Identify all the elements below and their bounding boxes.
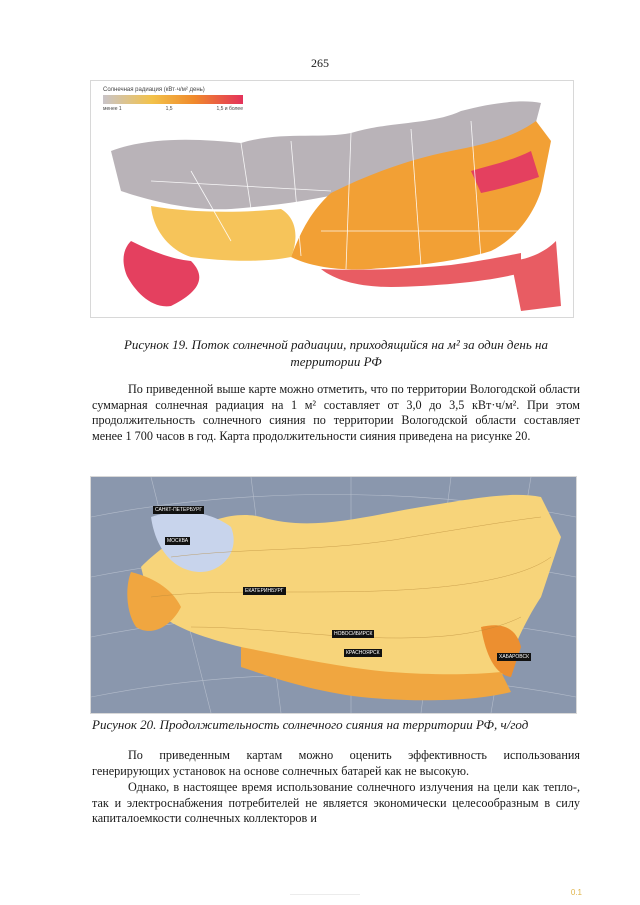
legend-tick-high: 1,5 и более — [216, 106, 243, 112]
legend-tick-low: менее 1 — [103, 106, 122, 112]
solar-radiation-map — [90, 80, 574, 318]
legend-title: Солнечная радиация (кВт·ч/м² день) — [103, 87, 205, 93]
page-number: 265 — [311, 56, 329, 70]
paragraph-1 — [92, 382, 580, 444]
solar-radiation-map-graphic — [91, 81, 573, 317]
paragraph-3-text: Однако, в настоящее время использование солнечного излучения на цели как тепло-, так и электроснабжения потребителей не является экономически целесообразным в силу капиталоемкости солнечных коллекторов и — [92, 780, 580, 825]
city-label: НОВОСИБИРСК — [334, 631, 373, 637]
city-label: МОСКВА — [167, 538, 189, 544]
legend-gradient-bar — [103, 95, 243, 104]
legend-tick-mid: 1,5 — [165, 106, 173, 112]
paragraph-3 — [92, 780, 580, 827]
figure20-caption: Рисунок 20. Продолжительность солнечного сияния на территории РФ, ч/год — [92, 717, 529, 732]
city-label: КРАСНОЯРСК — [346, 650, 380, 656]
city-label: САНКТ-ПЕТЕРБУРГ — [155, 507, 203, 513]
footer-mark: 0.1 — [570, 888, 582, 897]
sunshine-duration-map — [90, 476, 577, 714]
map-legend — [103, 87, 243, 112]
paragraph-2 — [92, 748, 580, 779]
paragraph-1-text: По приведенной выше карте можно отметить, что по территории Вологодской области суммарная солнечная радиация на 1 м² составляет от 3,0 до 3,5 кВт·ч/м². При этом продолжительность солнечного сияния по территории Вологодской области составляет менее 1 700 часов в год. Карта продолжительности сияния приведена на рисунке 20. — [92, 382, 580, 443]
footer-line — [290, 894, 360, 895]
legend-ticks — [103, 106, 243, 112]
city-label: ЕКАТЕРИНБУРГ — [245, 588, 284, 594]
figure19-caption: Рисунок 19. Поток солнечной радиации, приходящийся на м² за один день на территории РФ — [123, 337, 548, 369]
paragraph-2-text: По приведенным картам можно оценить эффективность использования генерирующих установок на основе солнечных батарей как не высокую. — [92, 748, 580, 778]
city-label: ХАБАРОВСК — [499, 654, 529, 660]
